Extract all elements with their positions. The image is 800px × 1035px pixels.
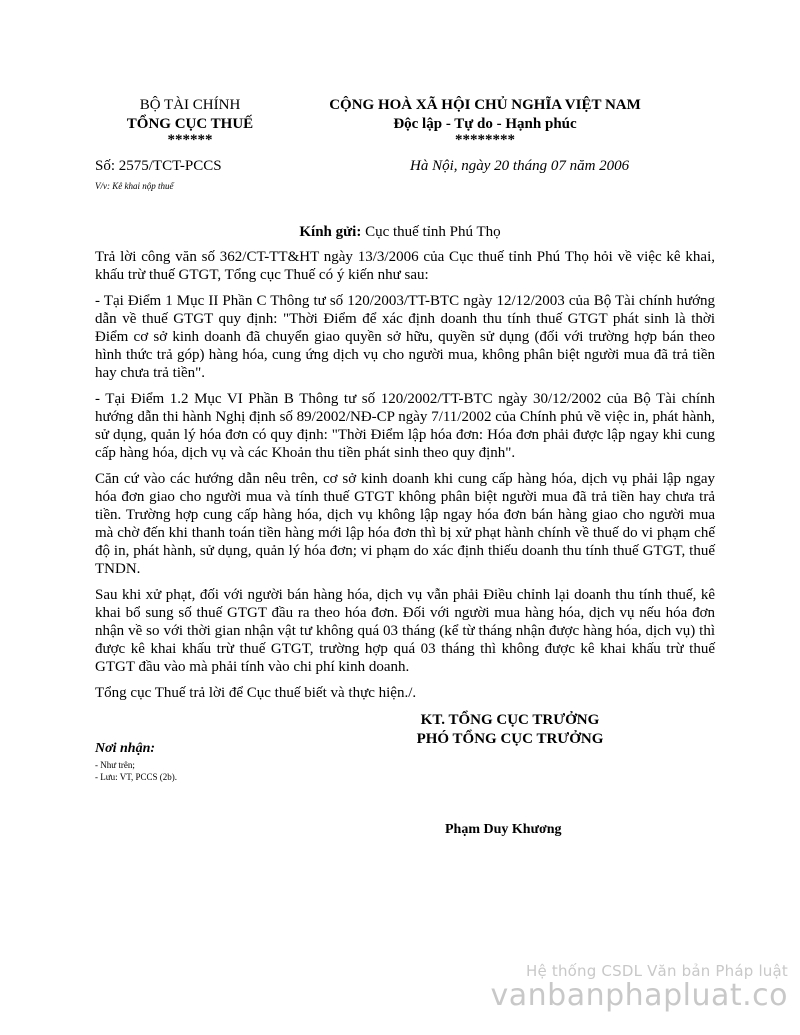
recipients-list bbox=[95, 759, 315, 783]
nation-divider-stars: ******** bbox=[455, 132, 515, 148]
recipients-block bbox=[95, 741, 315, 783]
recipient-item: - Lưu: VT, PCCS (2b). bbox=[95, 772, 178, 782]
signer-name: Phạm Duy Khương bbox=[445, 822, 562, 837]
signature-title bbox=[390, 711, 630, 749]
document-body bbox=[95, 248, 715, 710]
recipient-name: Cục thuế tỉnh Phú Thọ bbox=[361, 224, 501, 240]
document-subject: V/v: Kê khai nộp thuế bbox=[95, 181, 174, 191]
signature-title-line2: PHÓ TỔNG CỤC TRƯỞNG bbox=[416, 731, 604, 747]
issuer-divider-stars: ****** bbox=[167, 132, 213, 148]
body-paragraph-2: - Tại Điểm 1 Mục II Phần C Thông tư số 120/2003/TT-BTC ngày 12/12/2003 của Bộ Tài chính hướng dẫn về thuế GTGT quy định: "Thời Điểm để xác định doanh thu tính thuế GTGT phát sinh là thời Điểm cơ sở kinh doanh đã chuyển giao quyền sở hữu, quyền sử dụng (đối với trường hợp bán theo hình thức trả góp) hàng hóa, cung ứng dịch vụ cho người mua, không phân biệt người mua đã trả tiền hay chưa trả tiền". bbox=[95, 293, 715, 381]
document-number: Số: 2575/TCT-PCCS bbox=[95, 158, 222, 174]
watermark bbox=[491, 962, 788, 1013]
watermark-line1: Hệ thống CSDL Văn bản Pháp luật bbox=[525, 962, 788, 980]
body-paragraph-6: Tổng cục Thuế trả lời để Cục thuế biết và thực hiện./. bbox=[95, 685, 417, 701]
department-name: TỔNG CỤC THUẾ bbox=[126, 116, 254, 132]
issuer-header bbox=[95, 96, 285, 146]
nation-header bbox=[300, 96, 670, 146]
document-date: Hà Nội, ngày 20 tháng 07 năm 2006 bbox=[410, 158, 630, 174]
signature-title-line1: KT. TỔNG CỤC TRƯỞNG bbox=[420, 712, 600, 728]
recipient-line bbox=[95, 224, 705, 241]
nation-name: CỘNG HOÀ XÃ HỘI CHỦ NGHĨA VIỆT NAM bbox=[329, 97, 641, 113]
recipient-item: - Như trên; bbox=[95, 760, 135, 770]
ministry-name: BỘ TÀI CHÍNH bbox=[139, 97, 241, 113]
body-paragraph-1: Trả lời công văn số 362/CT-TT&HT ngày 13/3/2006 của Cục thuế tỉnh Phú Thọ hỏi về việc kê khai, khấu trừ thuế GTGT, Tổng cục Thuế có ý kiến như sau: bbox=[95, 249, 715, 283]
nation-motto: Độc lập - Tự do - Hạnh phúc bbox=[393, 116, 577, 132]
body-paragraph-5: Sau khi xử phạt, đối với người bán hàng hóa, dịch vụ vẫn phải Điều chỉnh lại doanh thu tính thuế, kê khai bổ sung số thuế GTGT đầu ra theo hóa đơn. Đối với người mua hàng hóa, dịch vụ nếu hóa đơn nhận về so với thời gian nhận vật tư không quá 03 tháng (kể từ tháng nhận được hàng hóa, dịch vụ) thì được kê khai khấu trừ thuế GTGT, trường hợp quá 03 tháng thì không được kê khai khấu trừ thuế GTGT đầu vào mà phải tính vào chi phí kinh doanh. bbox=[95, 587, 715, 675]
body-paragraph-4: Căn cứ vào các hướng dẫn nêu trên, cơ sở kinh doanh khi cung cấp hàng hóa, dịch vụ phải lập ngay hóa đơn giao cho người mua và tính thuế GTGT không phân biệt người mua đã trả tiền hay chưa trả tiền. Trường hợp cung cấp hàng hóa, dịch vụ không lập ngay hóa đơn bán hàng giao cho người mua mà chờ đến khi thanh toán tiền hàng mới lập hóa đơn thì bị xử phạt hành chính về thuế do vi phạm chế độ in, phát hành, sử dụng, quản lý hóa đơn; vi phạm do xác định thiếu doanh thu tính thuế GTGT, thuế TNDN. bbox=[95, 471, 715, 577]
watermark-line2: vanbanphapluat.co bbox=[490, 978, 788, 1013]
recipients-title: Nơi nhận: bbox=[95, 741, 156, 756]
recipient-label: Kính gửi: bbox=[299, 224, 362, 240]
body-paragraph-3: - Tại Điểm 1.2 Mục VI Phần B Thông tư số 120/2002/TT-BTC ngày 30/12/2002 của Bộ Tài chính hướng dẫn thi hành Nghị định số 89/2002/NĐ-CP ngày 7/11/2002 của Chính phủ về việc in, phát hành, sử dụng, quản lý hóa đơn có quy định: "Thời Điểm lập hóa đơn: Hóa đơn phải được lập ngay khi cung cấp hàng hóa, dịch vụ và các Khoản thu tiền phát sinh theo quy định". bbox=[95, 391, 715, 461]
